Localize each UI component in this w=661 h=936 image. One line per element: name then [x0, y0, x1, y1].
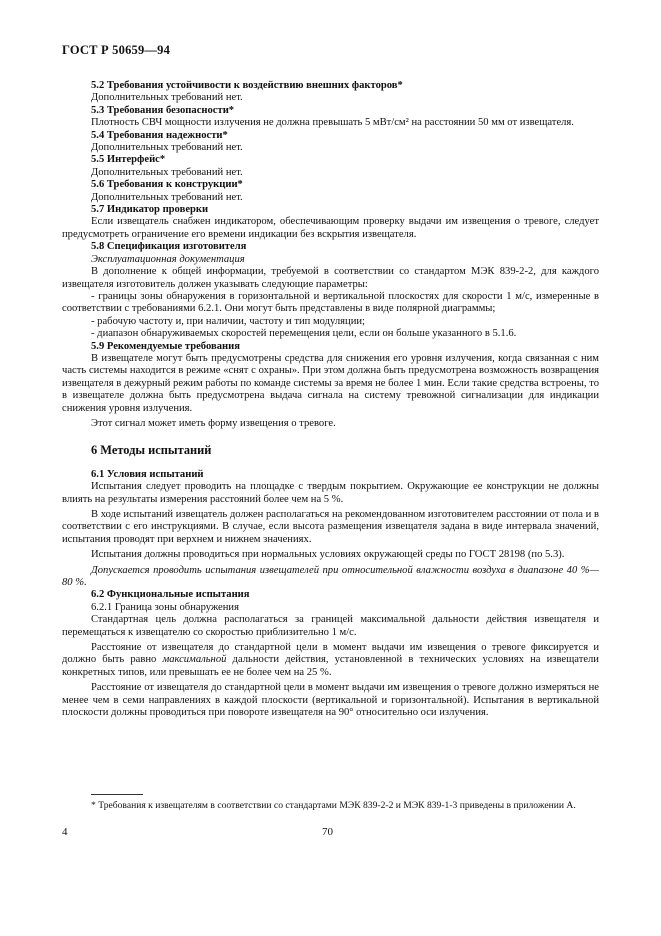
section-5-2-heading: 5.2 Требования устойчивости к воздействию внешних факторов* [91, 80, 403, 91]
section-6-1-heading: 6.1 Условия испытаний [91, 468, 204, 480]
page-number-center: 70 [322, 826, 333, 838]
section-6-2-1-text: Расстояние от извещателя до стандартной цели в момент выдачи им извещения о тревоге должно измеряться не менее чем в семи направлениях в каждой плоскости (вертикальной и горизонтальной). Испытания в вертикальной плоскости должны проводиться при повороте извещателя на 90° относительно оси излучения. [62, 682, 599, 719]
text-run: дальности действия, установленной в технических условиях на извещатели конкретных типов, или превышать ее не более чем на 25 %. [62, 654, 599, 678]
page-content [62, 80, 599, 720]
section-5-7-heading: 5.7 Индикатор проверки [91, 204, 209, 216]
text-run: Расстояние от извещателя до стандартной цели в момент выдачи им извещения о тревоге фиксируется и должно быть равно [62, 642, 599, 666]
section-5-6-heading: 5.6 Требования к конструкции* [91, 179, 243, 191]
section-6-2-heading: 6.2 Функциональные испытания [91, 589, 250, 601]
section-6-2-1-text [62, 642, 599, 679]
section-6-1-text: Испытания следует проводить на площадке с твердым покрытием. Окружающие ее конструкции не должны влиять на результаты измерения расстояний более чем на 5 %. [62, 481, 599, 505]
section-6-2-1-heading: 6.2.1 Граница зоны обнаружения [91, 601, 239, 613]
section-5-8-item: - диапазон обнаруживаемых скоростей перемещения цели, если он больше указанного в 5.1.6. [91, 328, 517, 340]
section-5-5-text: Дополнительных требований нет. [91, 166, 243, 178]
section-5-8-subtitle: Эксплуатационная документация [91, 253, 245, 265]
section-5-8-intro: В дополнение к общей информации, требуемой в соответствии со стандартом МЭК 839-2-2, для каждого извещателя изготовитель должен указывать следующие параметры: [62, 266, 599, 290]
section-6-1-text: В ходе испытаний извещатель должен располагаться на рекомендованном изготовителем расстоянии от пола и в соответствии с его инструкциями. В случае, если высота размещения извещателя задана в виде интервала значений, испытания проводят при верхнем и нижнем значениях. [62, 509, 599, 545]
section-5-8-item: - рабочую частоту и, при наличии, частоту и тип модуляции; [91, 315, 365, 327]
section-5-9-heading: 5.9 Рекомендуемые требования [91, 340, 240, 352]
section-6-2-1-text: Стандартная цель должна располагаться за границей максимальной дальности действия извещателя и перемещаться к извещателю со скоростью приблизительно 1 м/с. [62, 614, 599, 638]
document-code-header: ГОСТ Р 50659—94 [62, 43, 171, 57]
section-5-4-text: Дополнительных требований нет. [91, 142, 243, 154]
section-6-1-note: Допускается проводить испытания извещателей при относительной влажности воздуха в диапазоне 40 %—80 %. [62, 564, 599, 589]
section-5-2-text: Дополнительных требований нет. [91, 92, 243, 104]
section-5-8-heading: 5.8 Спецификация изготовителя [91, 241, 247, 253]
section-6-1-text: Испытания должны проводиться при нормальных условиях окружающей среды по ГОСТ 28198 (по 5.3). [91, 549, 565, 561]
section-5-3-text: Плотность СВЧ мощности излучения не должна превышать 5 мВт/см² на расстоянии 50 мм от извещателя. [91, 117, 574, 129]
section-5-6-text: Дополнительных требований нет. [91, 191, 243, 203]
emphasized-text: максимальной [162, 654, 227, 666]
section-6-heading: 6 Методы испытаний [91, 443, 212, 458]
section-5-4-heading: 5.4 Требования надежности* [91, 129, 228, 141]
page-number-left: 4 [62, 826, 68, 838]
section-5-9-text: Этот сигнал может иметь форму извещения о тревоге. [91, 417, 336, 429]
section-5-9-text: В извещателе могут быть предусмотрены средства для снижения его уровня излучения, когда связанная с ним часть системы находится в режиме «снят с охраны». При этом должна быть предусмотрена возможность возвращения извещателя в дежурный режим работы по команде системы за время не более 1 мин. Если такие средства встроены, то в извещателе должна быть предусмотрена выдача сигнала на систему тревожной сигнализации для индикации снижения уровня излучения. [62, 352, 599, 414]
section-5-3-heading: 5.3 Требования безопасности* [91, 104, 235, 116]
footnote-divider [91, 794, 143, 795]
section-5-5-heading: 5.5 Интерфейс* [91, 154, 166, 166]
section-5-8-item: - границы зоны обнаружения в горизонтальной и вертикальной плоскостях для скорости 1 м/с, измеренные в соответствии с требованиями 6.2.1. Они могут быть представлены в виде полярной диаграммы; [62, 290, 599, 315]
footnote: * Требования к извещателям в соответствии со стандартами МЭК 839-2-2 и МЭК 839-1-3 приведены в приложении А. [91, 800, 576, 811]
section-5-7-text: Если извещатель снабжен индикатором, обеспечивающим проверку выдачи им извещения о тревоге, следует предусмотреть ограничение его времени индикации без вскрытия извещателя. [62, 216, 599, 240]
